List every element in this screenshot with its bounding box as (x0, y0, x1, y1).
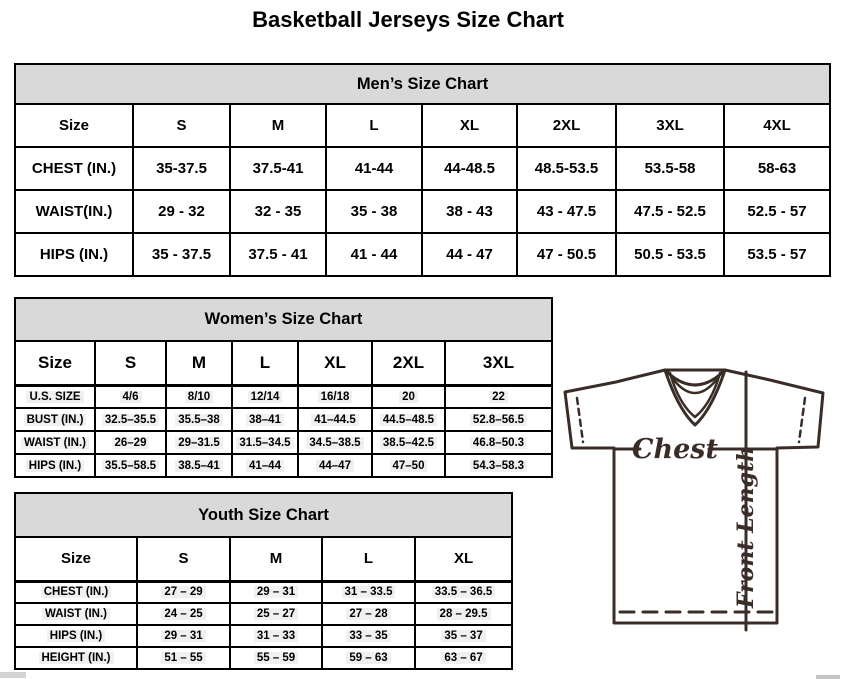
table-row (15, 625, 512, 647)
value-cell (232, 454, 298, 477)
cell-text: 33.5 – 36.5 (432, 586, 496, 598)
value-cell (322, 647, 415, 669)
jersey-diagram (556, 362, 843, 677)
cell-text: 54.3–58.3 (470, 460, 527, 472)
table-row (15, 493, 512, 537)
column-header-cell: XL (298, 341, 372, 385)
row-label-cell (15, 625, 137, 647)
cell-text: 4/6 (120, 391, 142, 403)
column-header-cell: Size (15, 537, 137, 581)
cell-text: WAIST (IN.) (21, 437, 89, 449)
column-header-cell: 2XL (517, 104, 616, 147)
cell-text: 22 (489, 391, 508, 403)
sleeve-seam-dashed-icon (799, 398, 805, 442)
column-header-cell: XL (415, 537, 512, 581)
cell-text: 38.5–42.5 (380, 437, 437, 449)
cell-text: 52.8–56.5 (470, 414, 527, 426)
value-cell (232, 408, 298, 431)
value-cell: 29 - 32 (133, 190, 230, 233)
cell-text: 35.5–58.5 (102, 460, 159, 472)
row-label-cell (15, 431, 95, 454)
cell-text: 31 – 33 (254, 630, 298, 642)
value-cell (298, 408, 372, 431)
table-row (15, 190, 830, 233)
table-row (15, 537, 512, 581)
cell-text: 46.8–50.3 (470, 437, 527, 449)
row-label-cell: WAIST(IN.) (15, 190, 133, 233)
table-row (15, 233, 830, 276)
column-header-cell: XL (422, 104, 517, 147)
table-row (15, 431, 552, 454)
column-header-cell: S (133, 104, 230, 147)
value-cell (298, 454, 372, 477)
row-label-cell (15, 647, 137, 669)
row-label-cell (15, 454, 95, 477)
value-cell (415, 581, 512, 603)
value-cell (322, 625, 415, 647)
cell-text: HIPS (IN.) (26, 460, 84, 472)
table-band-title: Women’s Size Chart (15, 298, 552, 341)
value-cell: 37.5-41 (230, 147, 326, 190)
column-header-cell: 3XL (616, 104, 724, 147)
cell-text: 20 (399, 391, 418, 403)
value-cell: 58-63 (724, 147, 830, 190)
value-cell: 50.5 - 53.5 (616, 233, 724, 276)
value-cell (445, 385, 552, 408)
column-header-cell: 3XL (445, 341, 552, 385)
cell-text: CHEST (IN.) (41, 586, 112, 598)
cell-text: 41–44.5 (311, 414, 359, 426)
value-cell (137, 581, 230, 603)
table-row (15, 64, 830, 104)
table-row (15, 341, 552, 385)
table-band-title: Youth Size Chart (15, 493, 512, 537)
cell-text: U.S. SIZE (26, 391, 83, 403)
value-cell (415, 603, 512, 625)
table-band-title: Men’s Size Chart (15, 64, 830, 104)
cell-text: BUST (IN.) (24, 414, 87, 426)
cell-text: 27 – 29 (161, 586, 205, 598)
cell-text: WAIST (IN.) (42, 608, 110, 620)
value-cell (137, 647, 230, 669)
value-cell (445, 408, 552, 431)
cell-text: 33 – 35 (346, 630, 390, 642)
value-cell (95, 454, 166, 477)
table-row (15, 454, 552, 477)
cell-text: 12/14 (248, 391, 283, 403)
value-cell: 47.5 - 52.5 (616, 190, 724, 233)
mens-size-table (14, 63, 831, 277)
cell-text: 41–44 (246, 460, 284, 472)
cell-text: HEIGHT (IN.) (39, 652, 114, 664)
page-title: Basketball Jerseys Size Chart (252, 7, 564, 32)
row-label-cell (15, 581, 137, 603)
cell-text: 25 – 27 (254, 608, 298, 620)
youth-size-table (14, 492, 513, 670)
value-cell (95, 385, 166, 408)
value-cell: 35 - 37.5 (133, 233, 230, 276)
column-header-cell: Size (15, 104, 133, 147)
cell-text: HIPS (IN.) (47, 630, 105, 642)
value-cell (298, 431, 372, 454)
womens-size-table (14, 297, 553, 478)
column-header-cell: Size (15, 341, 95, 385)
jersey-outline-icon (565, 370, 823, 623)
table-row (15, 147, 830, 190)
value-cell (445, 454, 552, 477)
cell-text: 29–31.5 (175, 437, 223, 449)
value-cell (322, 581, 415, 603)
cell-text: 32.5–35.5 (102, 414, 159, 426)
value-cell: 44 - 47 (422, 233, 517, 276)
cell-text: 24 – 25 (161, 608, 205, 620)
value-cell: 44-48.5 (422, 147, 517, 190)
row-label-cell: CHEST (IN.) (15, 147, 133, 190)
value-cell: 47 - 50.5 (517, 233, 616, 276)
column-header-cell: L (232, 341, 298, 385)
value-cell: 52.5 - 57 (724, 190, 830, 233)
value-cell (372, 385, 445, 408)
cell-text: 28 – 29.5 (437, 608, 491, 620)
cell-text: 29 – 31 (254, 586, 298, 598)
column-header-cell: L (326, 104, 422, 147)
cell-text: 44–47 (316, 460, 354, 472)
table-row (15, 603, 512, 625)
front-length-measure-label: Front Length (733, 445, 759, 609)
cell-text: 8/10 (185, 391, 213, 403)
value-cell (166, 454, 232, 477)
value-cell (232, 431, 298, 454)
value-cell (372, 454, 445, 477)
cell-text: 38.5–41 (175, 460, 223, 472)
value-cell (415, 625, 512, 647)
value-cell: 35 - 38 (326, 190, 422, 233)
value-cell: 41-44 (326, 147, 422, 190)
value-cell (415, 647, 512, 669)
cell-text: 31.5–34.5 (236, 437, 293, 449)
cell-text: 35 – 37 (441, 630, 485, 642)
cell-text: 63 – 67 (441, 652, 485, 664)
value-cell (166, 431, 232, 454)
cell-text: 59 – 63 (346, 652, 390, 664)
cell-text: 38–41 (246, 414, 284, 426)
value-cell (137, 625, 230, 647)
value-cell: 37.5 - 41 (230, 233, 326, 276)
value-cell (372, 431, 445, 454)
cell-text: 27 – 28 (346, 608, 390, 620)
row-label-cell: HIPS (IN.) (15, 233, 133, 276)
column-header-cell: M (230, 104, 326, 147)
table-row (15, 298, 552, 341)
value-cell (166, 408, 232, 431)
value-cell (230, 581, 322, 603)
cell-text: 34.5–38.5 (306, 437, 363, 449)
value-cell (445, 431, 552, 454)
column-header-cell: S (137, 537, 230, 581)
column-header-cell: S (95, 341, 166, 385)
row-label-cell (15, 408, 95, 431)
value-cell: 35-37.5 (133, 147, 230, 190)
table-row (15, 647, 512, 669)
value-cell (322, 603, 415, 625)
table-row (15, 104, 830, 147)
scrollbar-right-fragment (816, 675, 840, 679)
value-cell (95, 431, 166, 454)
value-cell (230, 625, 322, 647)
value-cell (230, 603, 322, 625)
column-header-cell: M (166, 341, 232, 385)
chest-measure-label: Chest (632, 434, 718, 465)
column-header-cell: L (322, 537, 415, 581)
column-header-cell: 4XL (724, 104, 830, 147)
row-label-cell (15, 385, 95, 408)
cell-text: 47–50 (390, 460, 428, 472)
scrollbar-left-fragment (0, 672, 26, 678)
cell-text: 55 – 59 (254, 652, 298, 664)
value-cell (232, 385, 298, 408)
cell-text: 26–29 (112, 437, 150, 449)
table-row (15, 408, 552, 431)
cell-text: 35.5–38 (175, 414, 223, 426)
value-cell: 48.5-53.5 (517, 147, 616, 190)
value-cell: 32 - 35 (230, 190, 326, 233)
value-cell (298, 385, 372, 408)
table-row (15, 385, 552, 408)
cell-text: 16/18 (318, 391, 353, 403)
cell-text: 44.5–48.5 (380, 414, 437, 426)
value-cell (372, 408, 445, 431)
value-cell: 53.5-58 (616, 147, 724, 190)
value-cell: 41 - 44 (326, 233, 422, 276)
column-header-cell: M (230, 537, 322, 581)
cell-text: 31 – 33.5 (342, 586, 396, 598)
value-cell: 53.5 - 57 (724, 233, 830, 276)
sleeve-seam-dashed-icon (577, 398, 583, 442)
row-label-cell (15, 603, 137, 625)
value-cell (166, 385, 232, 408)
value-cell (137, 603, 230, 625)
value-cell (230, 647, 322, 669)
cell-text: 29 – 31 (161, 630, 205, 642)
value-cell: 43 - 47.5 (517, 190, 616, 233)
value-cell: 38 - 43 (422, 190, 517, 233)
cell-text: 51 – 55 (161, 652, 205, 664)
table-row (15, 581, 512, 603)
column-header-cell: 2XL (372, 341, 445, 385)
value-cell (95, 408, 166, 431)
